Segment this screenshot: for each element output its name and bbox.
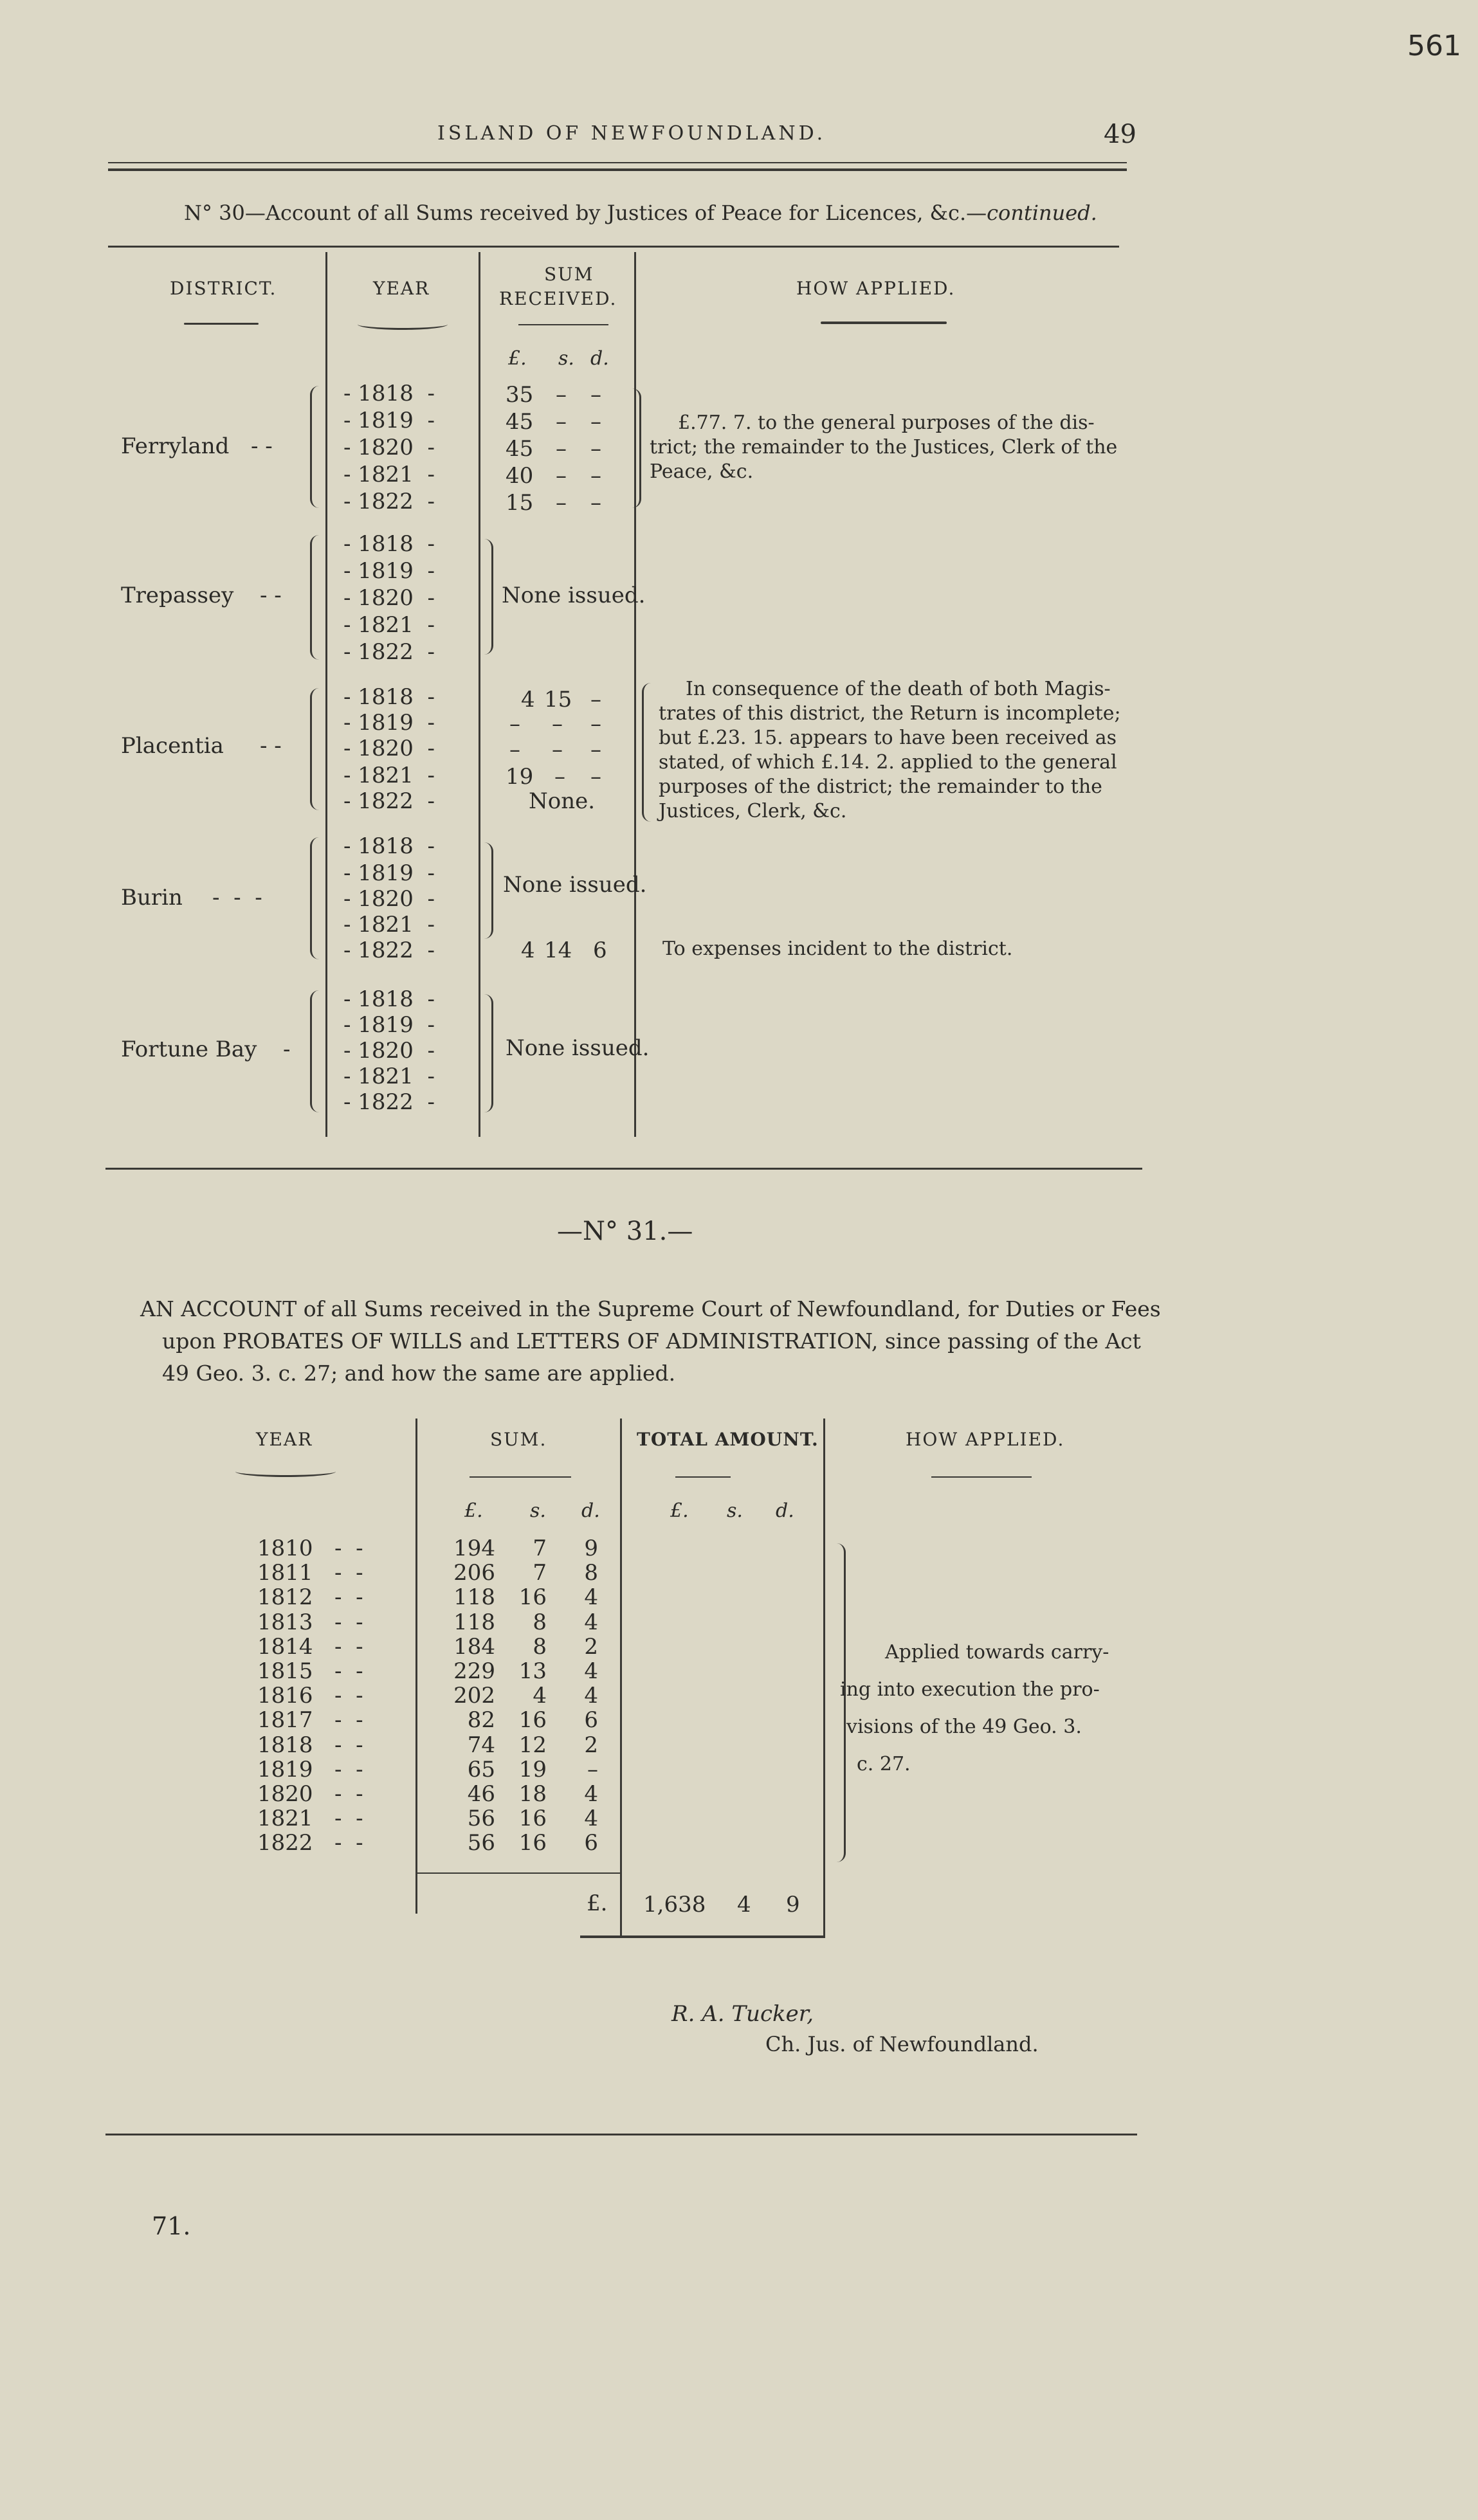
row-year: 1816: [257, 1683, 313, 1709]
sum-cell: –: [590, 463, 601, 489]
t30-how-underline: [821, 322, 947, 324]
ferryland-how-line3: Peace, &c.: [650, 460, 754, 483]
t31-total-shillings: 4: [737, 1892, 751, 1917]
row-pence: 4: [584, 1781, 598, 1807]
row-pounds: 56: [467, 1806, 495, 1831]
district-fortune-bay: Fortune Bay: [121, 1037, 257, 1062]
row-leader: - -: [334, 1609, 363, 1635]
sum-cell: None.: [529, 788, 596, 814]
row-shillings: 12: [518, 1732, 547, 1758]
row-pence: 9: [584, 1536, 598, 1561]
t30-unit-shillings: s.: [558, 347, 574, 370]
row-leader: - -: [334, 1634, 363, 1660]
row-pounds: 202: [453, 1683, 495, 1709]
t31-sum-underline: [470, 1476, 571, 1478]
sum-cell: 15: [544, 687, 572, 712]
placentia-how-line2: trates of this district, the Return is incomplete;: [659, 702, 1121, 725]
t31-sum-total-rule: [415, 1872, 620, 1874]
page-stamp-number: 561: [1407, 30, 1461, 62]
row-pounds: 206: [453, 1560, 495, 1586]
row-shillings: 13: [518, 1658, 547, 1684]
head-rule-thick: [108, 168, 1127, 171]
row-year: 1817: [257, 1707, 313, 1733]
t30-unit-pence: d.: [590, 347, 609, 370]
t31-total-underline-rule: [580, 1935, 823, 1938]
sum-cell: –: [556, 490, 567, 516]
row-pounds: 184: [453, 1634, 495, 1660]
signature-name: R. A. Tucker,: [671, 2001, 814, 2027]
row-pence: 6: [584, 1707, 598, 1733]
sum-cell: –: [556, 409, 567, 435]
row-leader: - -: [334, 1683, 363, 1709]
sum-cell: –: [509, 711, 520, 737]
row-leader: - -: [334, 1584, 363, 1610]
trepassey-brace-right: [482, 539, 493, 655]
placentia-how-line1: In consequence of the death of both Magis-: [686, 678, 1111, 700]
sum-cell: –: [552, 711, 563, 737]
page-number: 49: [1104, 120, 1136, 149]
t30-rule-year-sum: [479, 252, 480, 1137]
t30-header-year: YEAR: [373, 278, 430, 299]
row-pence: 4: [584, 1609, 598, 1635]
sum-cell: 45: [506, 409, 534, 435]
district-burin: Burin: [121, 885, 183, 911]
t31-rule-total-how: [823, 1419, 825, 1938]
sum-cell: –: [590, 711, 601, 737]
leader-dots: -: [283, 1037, 291, 1062]
t30-year-swash: [358, 319, 448, 330]
sum-cell: 35: [506, 382, 534, 408]
row-shillings: 7: [533, 1536, 547, 1561]
sum-cell: 45: [506, 436, 534, 462]
row-leader: - -: [334, 1732, 363, 1758]
t31-total-underline: [675, 1476, 731, 1478]
fortune-bay-brace: [310, 990, 321, 1112]
t30-header-how: HOW APPLIED.: [796, 278, 956, 299]
placentia-brace: [310, 688, 321, 810]
row-leader: - -: [334, 1707, 363, 1733]
row-leader: - -: [334, 1781, 363, 1807]
row-pounds: 118: [453, 1584, 495, 1610]
trepassey-brace: [310, 535, 321, 660]
sum-cell: 15: [506, 490, 534, 516]
row-year: 1819: [257, 1757, 313, 1782]
t30-header-district: DISTRICT.: [170, 278, 277, 299]
t31-how-line2: ing into execution the pro-: [840, 1678, 1100, 1701]
sum-cell: 19: [506, 764, 534, 790]
sum-cell: –: [590, 436, 601, 462]
t31-total-label: £.: [587, 1890, 608, 1916]
row-pence: 4: [584, 1658, 598, 1684]
sum-cell: –: [590, 382, 601, 408]
row-leader: - -: [334, 1560, 363, 1586]
row-leader: - -: [334, 1830, 363, 1856]
row-pence: 4: [584, 1806, 598, 1831]
table30-top-rule: [108, 246, 1119, 248]
row-shillings: 19: [518, 1757, 547, 1782]
placentia-how-line3: but £.23. 15. appears to have been received as: [659, 727, 1117, 749]
t31-unit-pounds: £.: [464, 1500, 483, 1522]
sum-cell: –: [590, 409, 601, 435]
bottom-rule: [105, 2134, 1137, 2135]
row-shillings: 16: [518, 1707, 547, 1733]
t31-unit-shillings: s.: [530, 1500, 546, 1522]
t30-sum-underline: [518, 324, 608, 325]
burin-brace-right: [482, 842, 493, 939]
row-shillings: 16: [518, 1806, 547, 1831]
row-year: 1814: [257, 1634, 313, 1660]
row-pence: 8: [584, 1560, 598, 1586]
burin-how: To expenses incident to the district.: [662, 938, 1013, 960]
placentia-how-brace: [642, 683, 653, 822]
t31-how-brace: [835, 1543, 846, 1862]
t31-header-total: TOTAL AMOUNT.: [637, 1429, 819, 1450]
row-pence: 2: [584, 1634, 598, 1660]
t31-how-underline: [931, 1476, 1032, 1478]
row-leader: - -: [334, 1757, 363, 1782]
t31-total-pounds: 1,638: [643, 1892, 706, 1917]
sum-cell: –: [590, 687, 601, 712]
row-pounds: 229: [453, 1658, 495, 1684]
table31-intro-line3: 49 Geo. 3. c. 27; and how the same are applied.: [162, 1361, 676, 1386]
sum-cell: –: [556, 382, 567, 408]
t31-how-line1: Applied towards carry-: [885, 1641, 1109, 1663]
sum-cell: –: [556, 436, 567, 462]
t31-unit-pence: d.: [581, 1500, 600, 1522]
row-year: 1812: [257, 1584, 313, 1610]
table31-intro-line1: AN ACCOUNT of all Sums received in the Supreme Court of Newfoundland, for Duties or Fees: [140, 1296, 1161, 1321]
row-pounds: 194: [453, 1536, 495, 1561]
t30-header-sum-2: RECEIVED.: [499, 288, 617, 309]
fortune-bay-sum-note: None issued.: [506, 1035, 650, 1061]
head-rule-thin: [108, 162, 1127, 163]
t31-how-line3: visions of the 49 Geo. 3.: [846, 1716, 1082, 1738]
table31-intro-line2: upon PROBATES OF WILLS and LETTERS OF ADMINISTRATION, since passing of the Act: [162, 1328, 1141, 1354]
leader-dots: - - -: [212, 885, 262, 911]
sum-cell: –: [590, 737, 601, 763]
row-leader: - -: [334, 1806, 363, 1831]
row-year: 1818: [257, 1732, 313, 1758]
burin-sum-note: None issued.: [503, 872, 647, 898]
t30-header-sum-1: SUM: [544, 264, 594, 285]
row-pence: 4: [584, 1683, 598, 1709]
table30-bottom-rule: [105, 1168, 1142, 1170]
row-year: 1822: [257, 1830, 313, 1856]
burin-1822-shillings: 14: [544, 938, 572, 963]
ferryland-brace: [310, 386, 321, 508]
sum-cell: 40: [506, 463, 534, 489]
burin-1822-pounds: 4: [521, 938, 535, 963]
t31-year-swash: [235, 1466, 336, 1477]
row-leader: - -: [334, 1658, 363, 1684]
row-shillings: 18: [518, 1781, 547, 1807]
t30-unit-pounds: £.: [508, 347, 527, 370]
district-placentia: Placentia: [121, 733, 224, 759]
trepassey-sum-note: None issued.: [502, 583, 646, 608]
t31-header-year: YEAR: [256, 1429, 313, 1450]
row-pounds: 74: [467, 1732, 495, 1758]
sum-cell: –: [556, 463, 567, 489]
row-pounds: 65: [467, 1757, 495, 1782]
sum-cell: –: [509, 737, 520, 763]
table30-title: N° 30—Account of all Sums received by Justices of Peace for Licences, &c.—continued.: [184, 201, 1097, 225]
t31-total-unit-shillings: s.: [727, 1500, 743, 1522]
leader-dots: - -: [260, 583, 282, 608]
row-pence: 2: [584, 1732, 598, 1758]
t30-rule-district-year: [325, 252, 327, 1137]
row-year: 1810: [257, 1536, 313, 1561]
leader-dots: - -: [260, 733, 282, 759]
t31-header-sum: SUM.: [490, 1429, 547, 1450]
ferryland-how-line2: trict; the remainder to the Justices, Clerk of the: [650, 436, 1118, 458]
footer-mark: 71.: [152, 2212, 191, 2240]
row-year: 1821: [257, 1806, 313, 1831]
burin-1822-pence: 6: [593, 938, 607, 963]
sum-cell: –: [590, 764, 601, 790]
t31-rule-year-sum: [415, 1419, 417, 1914]
placentia-how-line5: purposes of the district; the remainder to the: [659, 775, 1102, 798]
row-pence: 4: [584, 1584, 598, 1610]
row-shillings: 16: [518, 1830, 547, 1856]
row-year: 1820: [257, 1781, 313, 1807]
burin-brace: [310, 837, 321, 959]
district-trepassey: Trepassey: [121, 583, 234, 608]
table31-heading: —N° 31.—: [557, 1217, 693, 1246]
fortune-bay-brace-right: [482, 994, 493, 1112]
ferryland-how-line1: £.77. 7. to the general purposes of the dis-: [678, 412, 1095, 434]
running-head: ISLAND OF NEWFOUNDLAND.: [437, 122, 826, 145]
row-year: 1815: [257, 1658, 313, 1684]
t31-total-unit-pence: d.: [776, 1500, 794, 1522]
placentia-how-line6: Justices, Clerk, &c.: [659, 800, 847, 822]
sum-cell: 4: [521, 687, 535, 712]
signature-title: Ch. Jus. of Newfoundland.: [765, 2032, 1039, 2056]
sum-cell: –: [552, 737, 563, 763]
t31-total-pence: 9: [786, 1892, 800, 1917]
row-leader: - -: [334, 1536, 363, 1561]
row-pence: 6: [584, 1830, 598, 1856]
t31-rule-sum-total: [620, 1419, 622, 1938]
row-pounds: 46: [467, 1781, 495, 1807]
row-shillings: 8: [533, 1609, 547, 1635]
row-year: 1813: [257, 1609, 313, 1635]
row-shillings: 16: [518, 1584, 547, 1610]
row-pounds: 118: [453, 1609, 495, 1635]
ferryland-sum-brace: [630, 388, 641, 508]
row-pence: –: [587, 1757, 598, 1782]
district-ferryland: Ferryland: [121, 433, 230, 459]
row-pounds: 56: [467, 1830, 495, 1856]
t31-header-how: HOW APPLIED.: [906, 1429, 1065, 1450]
row-shillings: 4: [533, 1683, 547, 1709]
sum-cell: –: [554, 764, 565, 790]
t31-total-unit-pounds: £.: [670, 1500, 689, 1522]
placentia-how-line4: stated, of which £.14. 2. applied to the general: [659, 751, 1117, 774]
row-shillings: 8: [533, 1634, 547, 1660]
row-shillings: 7: [533, 1560, 547, 1586]
t30-district-underline: [184, 323, 259, 325]
t31-how-line4: c. 27.: [857, 1753, 911, 1775]
t30-rule-sum-how: [634, 252, 636, 1137]
row-pounds: 82: [467, 1707, 495, 1733]
row-year: 1811: [257, 1560, 313, 1586]
sum-cell: –: [590, 490, 601, 516]
leader-dots: - -: [251, 433, 273, 459]
